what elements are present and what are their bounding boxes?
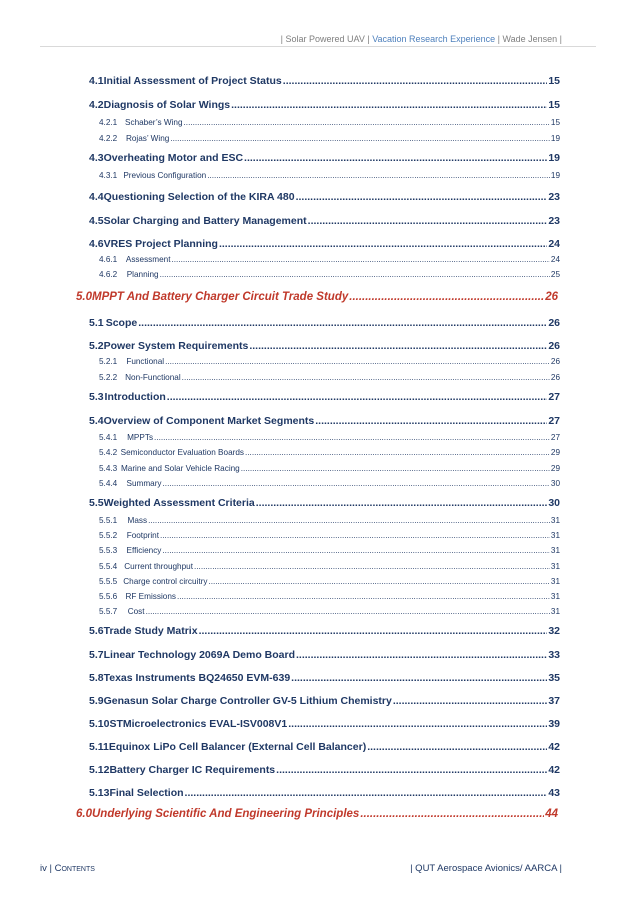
toc-page: 23 (548, 215, 560, 227)
toc-number: 5.11 (89, 741, 109, 753)
toc-number: 4.3.1 (99, 171, 118, 180)
toc-entry[interactable] (89, 75, 560, 87)
toc-number: 5.3 (89, 391, 104, 403)
toc-entry[interactable] (99, 464, 560, 473)
footer-left: iv | Contents (40, 863, 95, 874)
toc-leader (167, 391, 548, 403)
toc-title: Charge control circuitry (123, 577, 208, 586)
toc-number: 4.4 (89, 191, 104, 203)
toc-entry[interactable] (99, 255, 560, 264)
toc-number: 5.12 (89, 764, 110, 776)
toc-number: 4.5 (89, 215, 104, 227)
toc-title: Texas Instruments BQ24650 EVM-639 (103, 672, 291, 684)
toc-leader (256, 497, 548, 509)
toc-leader (315, 415, 547, 427)
toc-page: 31 (550, 546, 560, 555)
toc-title: Cost (127, 607, 145, 616)
toc-entry[interactable] (99, 357, 560, 366)
toc-page: 26 (550, 373, 560, 382)
toc-number: 4.1 (89, 75, 104, 87)
toc-title: Rojas’ Wing (125, 134, 170, 143)
toc-page: 35 (548, 672, 560, 684)
toc-page: 30 (548, 497, 560, 509)
toc-number: 5.5.3 (99, 546, 118, 555)
toc-entry[interactable] (99, 531, 560, 540)
toc-number: 5.2.1 (99, 357, 118, 366)
toc-leader (288, 718, 547, 730)
toc-title: Questioning Selection of the KIRA 480 (103, 191, 295, 203)
toc-page: 26 (550, 357, 560, 366)
toc-page: 31 (550, 577, 560, 586)
toc-title: Overheating Motor and ESC (103, 152, 244, 164)
toc-entry[interactable] (89, 317, 560, 329)
toc-page: 19 (550, 171, 560, 180)
toc-leader (138, 317, 547, 329)
toc-number: 6.0 (76, 808, 92, 820)
toc-title: MPPT And Battery Charger Circuit Trade Study (92, 291, 349, 303)
toc-leader (393, 695, 547, 707)
toc-title: Introduction (104, 391, 166, 403)
toc-leader (219, 238, 547, 250)
toc-entry[interactable] (76, 291, 558, 303)
toc-number: 4.6 (89, 238, 104, 250)
toc-entry[interactable] (89, 215, 560, 227)
toc-page: 25 (550, 270, 560, 279)
toc-page: 15 (550, 118, 560, 127)
toc-title: Planning (126, 270, 159, 279)
toc-title: VRES Project Planning (103, 238, 218, 250)
toc-number: 4.2.1 (99, 118, 118, 127)
toc-entry[interactable] (99, 607, 560, 616)
toc-page: 29 (550, 464, 560, 473)
toc-entry[interactable] (99, 134, 560, 143)
toc-leader (283, 75, 548, 87)
toc-number: 5.5.5 (99, 577, 118, 586)
toc-page: 24 (548, 238, 560, 250)
toc-number: 5.8 (89, 672, 104, 684)
toc-page: 31 (550, 592, 560, 601)
toc-title: STMicroelectronics EVAL-ISV008V1 (109, 718, 288, 730)
toc-leader (177, 592, 550, 601)
toc-leader (163, 479, 550, 488)
toc-leader (241, 464, 550, 473)
toc-number: 5.5 (89, 497, 104, 509)
toc-leader (296, 191, 548, 203)
toc-number: 4.2 (89, 99, 104, 111)
toc-number: 4.3 (89, 152, 104, 164)
toc-title: Functional (126, 357, 165, 366)
toc-leader (160, 531, 550, 540)
footer-page-number: iv (40, 863, 47, 874)
toc-entry[interactable] (89, 695, 560, 707)
toc-title: RF Emissions (125, 592, 176, 601)
toc-title: Diagnosis of Solar Wings (103, 99, 231, 111)
toc-leader (199, 625, 548, 637)
toc-leader (308, 215, 548, 227)
toc-entry[interactable] (89, 718, 560, 730)
toc-number: 5.9 (89, 695, 104, 707)
toc-number: 4.6.2 (99, 270, 118, 279)
toc-page: 44 (545, 808, 558, 820)
toc-title: Linear Technology 2069A Demo Board (103, 649, 295, 661)
toc-page: 31 (550, 607, 560, 616)
toc-leader (291, 672, 547, 684)
toc-entry[interactable] (89, 191, 560, 203)
toc-entry[interactable] (99, 448, 560, 457)
toc-page: 27 (548, 391, 560, 403)
header-part2: Vacation Research Experience (372, 34, 496, 44)
toc-page: 19 (548, 152, 560, 164)
toc-entry[interactable] (99, 592, 560, 601)
toc-number: 4.6.1 (99, 255, 118, 264)
toc-leader (194, 562, 550, 571)
toc-leader (231, 99, 547, 111)
toc-number: 5.10 (89, 718, 110, 730)
toc-entry[interactable] (89, 741, 560, 753)
toc-title: Battery Charger IC Requirements (109, 764, 276, 776)
toc-page: 30 (550, 479, 560, 488)
header-part1: | Solar Powered UAV | (280, 34, 373, 44)
toc-entry[interactable] (99, 270, 560, 279)
toc-number: 5.1 (89, 317, 104, 329)
toc-leader (154, 433, 550, 442)
toc-leader (160, 270, 550, 279)
toc-page: 31 (550, 562, 560, 571)
toc-title: Power System Requirements (103, 340, 249, 352)
toc-page: 39 (548, 718, 560, 730)
toc-leader (182, 373, 550, 382)
toc-number: 5.5.2 (99, 531, 118, 540)
toc-number: 5.13 (89, 787, 110, 799)
toc-entry[interactable] (89, 99, 560, 111)
toc-entry[interactable] (99, 171, 560, 180)
toc-leader (245, 448, 550, 457)
toc-number: 5.2 (89, 340, 104, 352)
toc-title: Marine and Solar Vehicle Racing (120, 464, 240, 473)
toc-number: 5.4.3 (99, 464, 118, 473)
toc-entry[interactable] (89, 415, 560, 427)
toc-page: 15 (548, 99, 560, 111)
toc-title: Semiconductor Evaluation Boards (120, 448, 244, 457)
toc-leader (184, 118, 550, 127)
toc-page: 43 (548, 787, 560, 799)
toc-entry[interactable] (89, 152, 560, 164)
toc-number: 5.2.2 (99, 373, 118, 382)
toc-title: Previous Configuration (123, 171, 207, 180)
toc-page: 15 (548, 75, 560, 87)
toc-leader (244, 152, 547, 164)
toc-title: Assessment (125, 255, 171, 264)
toc-entry[interactable] (89, 672, 560, 684)
toc-leader (208, 577, 549, 586)
toc-entry[interactable] (99, 562, 560, 571)
toc-number: 5.4 (89, 415, 104, 427)
toc-page: 26 (548, 340, 560, 352)
toc-leader (276, 764, 547, 776)
toc-leader (162, 546, 549, 555)
toc-entry[interactable] (99, 577, 560, 586)
toc-page: 29 (550, 448, 560, 457)
toc-number: 5.7 (89, 649, 104, 661)
toc-title: Current throughput (124, 562, 193, 571)
toc-title: Weighted Assessment Criteria (103, 497, 255, 509)
toc-entry[interactable] (89, 764, 560, 776)
toc-leader (249, 340, 547, 352)
toc-number: 5.4.2 (99, 448, 118, 457)
toc-leader (367, 741, 547, 753)
toc-title: Footprint (126, 531, 159, 540)
toc-title: MPPTs (127, 433, 154, 442)
toc-number: 5.5.1 (99, 516, 118, 525)
toc-title: Schaber’s Wing (125, 118, 183, 127)
toc-entry[interactable] (99, 546, 560, 555)
toc-title: Overview of Component Market Segments (103, 415, 315, 427)
toc-title: Scope (105, 317, 138, 329)
toc-page: 27 (548, 415, 560, 427)
toc-page: 33 (548, 649, 560, 661)
toc-entry[interactable] (89, 649, 560, 661)
toc-title: Equinox LiPo Cell Balancer (External Cell Balancer) (108, 741, 367, 753)
toc-leader (360, 808, 544, 820)
toc-page: 42 (548, 764, 560, 776)
toc-number: 5.5.6 (99, 592, 118, 601)
footer-section: Contents (54, 863, 95, 874)
toc-entry[interactable] (89, 340, 560, 352)
toc-title: Mass (127, 516, 148, 525)
toc-page: 26 (545, 291, 558, 303)
toc-title: Solar Charging and Battery Management (103, 215, 307, 227)
toc-page: 19 (550, 134, 560, 143)
toc-page: 27 (550, 433, 560, 442)
toc-entry[interactable] (99, 516, 560, 525)
toc-leader (170, 134, 550, 143)
toc-page: 31 (550, 531, 560, 540)
toc-page: 31 (550, 516, 560, 525)
toc-entry[interactable] (89, 391, 560, 403)
toc-number: 5.4.4 (99, 479, 118, 488)
header-part3: | Wade Jensen | (495, 34, 562, 44)
toc-leader (146, 607, 550, 616)
toc-leader (296, 649, 547, 661)
toc-page: 42 (548, 741, 560, 753)
toc-number: 5.5.4 (99, 562, 118, 571)
toc-number: 5.6 (89, 625, 104, 637)
toc-leader (165, 357, 550, 366)
toc-title: Final Selection (109, 787, 184, 799)
toc-entry[interactable] (99, 433, 560, 442)
toc-number: 5.4.1 (99, 433, 118, 442)
toc-title: Genasun Solar Charge Controller GV-5 Lithium Chemistry (103, 695, 392, 707)
toc-title: Initial Assessment of Project Status (103, 75, 282, 87)
toc-leader (148, 516, 550, 525)
toc-number: 5.5.7 (99, 607, 118, 616)
toc-page: 24 (550, 255, 560, 264)
toc-entry[interactable] (89, 497, 560, 509)
toc-number: 4.2.2 (99, 134, 118, 143)
toc-leader (349, 291, 544, 303)
toc-leader (185, 787, 548, 799)
toc-leader (207, 171, 550, 180)
toc-page: 32 (548, 625, 560, 637)
toc-entry[interactable] (99, 479, 560, 488)
toc-entry[interactable] (76, 808, 558, 820)
toc-entry[interactable] (89, 787, 560, 799)
toc-entry[interactable] (89, 625, 560, 637)
toc-page: 37 (548, 695, 560, 707)
toc-title: Underlying Scientific And Engineering Principles (92, 808, 360, 820)
toc-number: 5.0 (76, 291, 92, 303)
toc-leader (171, 255, 549, 264)
footer-right: | QUT Aerospace Avionics/ AARCA | (410, 863, 562, 874)
toc-entry[interactable] (89, 238, 560, 250)
toc-title: Non-Functional (125, 373, 181, 382)
toc-page: 23 (548, 191, 560, 203)
toc-entry[interactable] (99, 373, 560, 382)
toc-title: Efficiency (126, 546, 162, 555)
toc-page: 26 (548, 317, 560, 329)
toc-title: Trade Study Matrix (103, 625, 198, 637)
toc-title: Summary (126, 479, 162, 488)
toc-entry[interactable] (99, 118, 560, 127)
